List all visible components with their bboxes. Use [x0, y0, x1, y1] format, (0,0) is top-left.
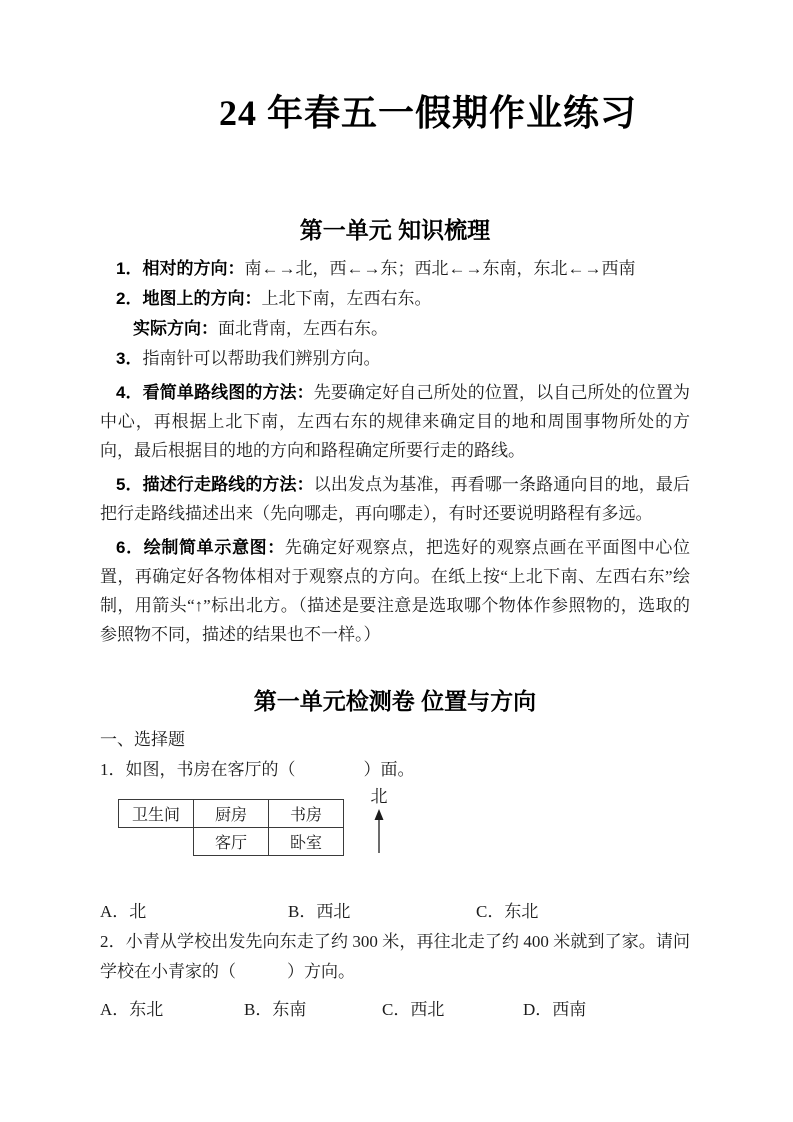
- item-text: 南←→北，西←→东；西北←→东南，东北←→西南: [244, 259, 636, 278]
- room-cell-livingroom: 客厅: [194, 828, 269, 856]
- section-heading-knowledge: 第一单元 知识梳理: [299, 217, 491, 243]
- compass-north-label: 北: [370, 787, 388, 806]
- option-d: D．西南: [523, 1000, 587, 1019]
- option-b: B．西北: [288, 902, 351, 921]
- question-2-options: [100, 995, 690, 1025]
- item-label: 实际方向：: [133, 319, 218, 338]
- room-cell-study: 书房: [269, 800, 344, 828]
- item-label: 看简单路线图的方法：: [142, 383, 314, 402]
- item-text: 先确定好观察点，把选好的观察点画在平面图中心位置，再确定好各物体相对于观察点的方向。在纸上按“上北下南、左西右东”绘制，用箭头“↑”标出北方。（描述是要注意是选取哪个物体作参照物的，选取的参照物不同，描述的结果也不一样。）: [100, 538, 691, 644]
- item-number: 2．: [116, 289, 143, 308]
- item-label: 地图上的方向：: [142, 289, 262, 308]
- question-1-text: 1．如图，书房在客厅的（ ）面。: [100, 760, 415, 779]
- item-number: 6．: [116, 538, 144, 557]
- item-label: 描述行走路线的方法：: [142, 475, 314, 494]
- north-arrow-icon: [371, 809, 387, 853]
- item-text: 上北下南，左西右东。: [261, 289, 432, 308]
- item-number: 5．: [116, 475, 143, 494]
- table-row: [119, 800, 344, 828]
- part-label-choice: 一、选择题: [100, 730, 185, 749]
- item-number: 3．: [116, 349, 143, 368]
- knowledge-item-2: [100, 284, 690, 313]
- question-2-text: 2．小青从学校出发先向东走了约 300 米，再往北走了约 400 米就到了家。请问学校在小青家的（ ）方向。: [100, 932, 690, 981]
- option-a: A．东北: [100, 1000, 164, 1019]
- item-number: 1．: [116, 259, 143, 278]
- room-cell-bathroom: 卫生间: [119, 800, 194, 828]
- knowledge-item-3: [100, 344, 690, 373]
- table-row: [119, 828, 344, 856]
- knowledge-item-4: [100, 378, 690, 465]
- room-cell-empty: [119, 828, 194, 856]
- knowledge-item-1: [100, 254, 690, 283]
- section-heading-test: 第一单元检测卷 位置与方向: [253, 688, 537, 714]
- question-1-options: [100, 897, 690, 927]
- room-cell-bedroom: 卧室: [269, 828, 344, 856]
- compass: [362, 787, 396, 853]
- knowledge-item-2-sub: [100, 314, 690, 343]
- option-c: C．西北: [382, 1000, 445, 1019]
- knowledge-item-6: [100, 533, 690, 649]
- item-label: 相对的方向：: [142, 259, 245, 278]
- item-number: 4．: [116, 383, 143, 402]
- item-text: 以出发点为基准，再看哪一条路通向目的地，最后把行走路线描述出来（先向哪走，再向哪走），有时还要说明路程有多远。: [100, 475, 690, 523]
- option-c: C．东北: [476, 902, 539, 921]
- item-text: 先要确定好自己所处的位置，以自己所处的位置为中心，再根据上北下南，左西右东的规律来确定目的地和周围事物所处的方向，最后根据目的地的方向和路程确定所要行走的路线。: [100, 383, 690, 460]
- item-label: 绘制简单示意图：: [143, 538, 285, 557]
- document-title: 24 年春五一假期作业练习: [218, 93, 637, 133]
- option-a: A．北: [100, 902, 147, 921]
- room-layout-diagram: [118, 787, 690, 857]
- room-cell-kitchen: 厨房: [194, 800, 269, 828]
- item-text: 指南针可以帮助我们辨别方向。: [142, 349, 381, 368]
- knowledge-item-5: [100, 470, 690, 528]
- item-text: 面北背南，左西右东。: [218, 319, 388, 338]
- option-b: B．东南: [244, 1000, 307, 1019]
- room-table: [118, 799, 344, 856]
